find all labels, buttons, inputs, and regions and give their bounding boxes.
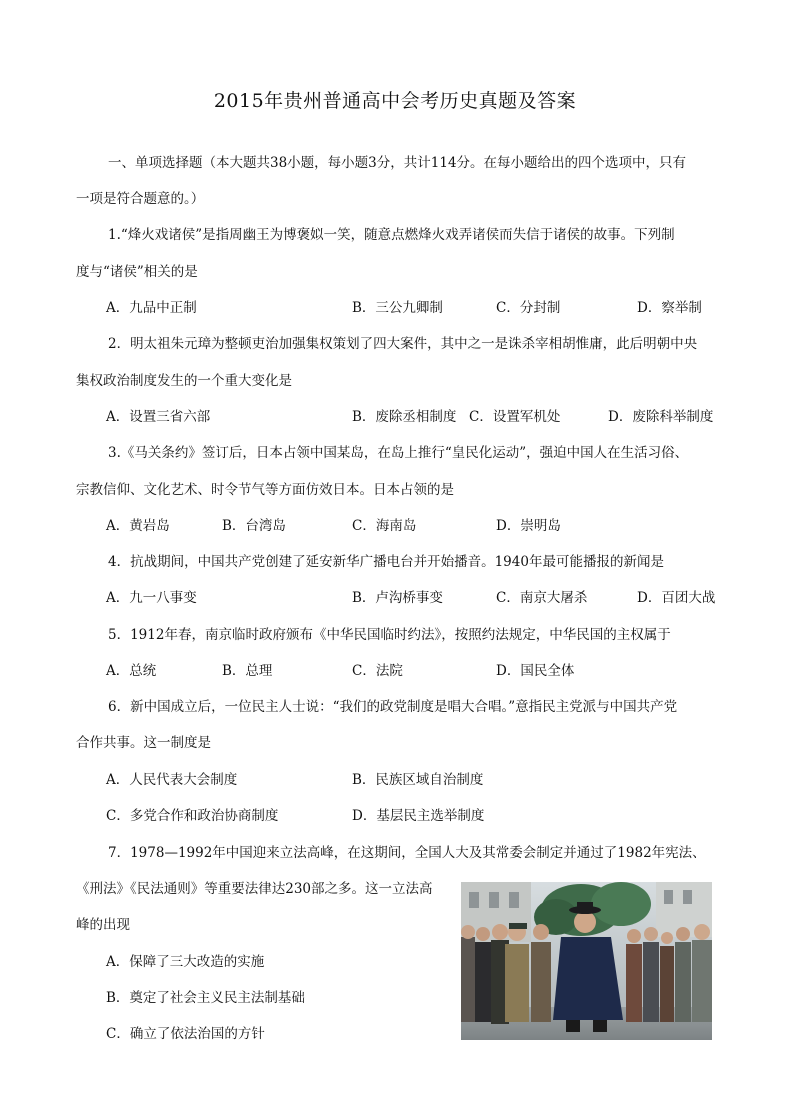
section-heading-line1: 一、单项选择题（本大题共38小题，每小题3分，共计114分。在每小题给出的四个选项中，只有 bbox=[108, 155, 687, 171]
question-5-option-a[interactable]: A．总统 bbox=[106, 663, 157, 679]
question-6-option-d[interactable]: D．基层民主选举制度 bbox=[352, 808, 485, 824]
question-3-stem-line1: 3.《马关条约》签订后，日本占领中国某岛，在岛上推行“皇民化运动”，强迫中国人在生活习俗、 bbox=[108, 445, 689, 461]
question-5-option-b[interactable]: B．总理 bbox=[222, 663, 273, 679]
question-3-option-d[interactable]: D．崇明岛 bbox=[496, 518, 561, 534]
question-1-stem-line2: 度与“诸侯”相关的是 bbox=[76, 264, 198, 280]
question-3-option-b[interactable]: B．台湾岛 bbox=[222, 518, 286, 534]
question-2-option-a[interactable]: A．设置三省六部 bbox=[106, 409, 211, 425]
question-3-stem-line2: 宗教信仰、文化艺术、时令节气等方面仿效日本。日本占领的是 bbox=[76, 482, 454, 498]
question-4-stem-line1: 4．抗战期间，中国共产党创建了延安新华广播电台并开始播音。1940年最可能播报的新闻是 bbox=[108, 554, 664, 570]
question-2-stem-line2: 集权政治制度发生的一个重大变化是 bbox=[76, 373, 292, 389]
question-5-stem-line1: 5．1912年春，南京临时政府颁布《中华民国临时约法》，按照约法规定，中华民国的主权属于 bbox=[108, 627, 671, 643]
question-6-option-a[interactable]: A．人民代表大会制度 bbox=[106, 772, 238, 788]
question-4-option-b[interactable]: B．卢沟桥事变 bbox=[352, 590, 443, 606]
question-6-stem-line1: 6．新中国成立后，一位民主人士说：“我们的政党制度是唱大合唱。”意指民主党派与中国共产党 bbox=[108, 699, 678, 715]
question-7-option-a[interactable]: A．保障了三大改造的实施 bbox=[106, 954, 265, 970]
question-2-option-c[interactable]: C．设置军机处 bbox=[469, 409, 561, 425]
question-2-option-b[interactable]: B．废除丞相制度 bbox=[352, 409, 457, 425]
section-heading-line2: 一项是符合题意的。） bbox=[76, 191, 205, 207]
question-4-option-c[interactable]: C．南京大屠杀 bbox=[496, 590, 588, 606]
question-1-option-d[interactable]: D．察举制 bbox=[637, 300, 702, 316]
question-1-option-b[interactable]: B．三公九卿制 bbox=[352, 300, 443, 316]
question-4-option-a[interactable]: A．九一八事变 bbox=[106, 590, 197, 606]
question-5-option-c[interactable]: C．法院 bbox=[352, 663, 403, 679]
question-1-option-a[interactable]: A．九品中正制 bbox=[106, 300, 197, 316]
page-title: 2015年贵州普通高中会考历史真题及答案 bbox=[213, 90, 577, 112]
question-7-stem-line3: 峰的出现 bbox=[76, 917, 130, 933]
question-1-stem-line1: 1.“烽火戏诸侯”是指周幽王为博褒姒一笑，随意点燃烽火戏弄诸侯而失信于诸侯的故事。下列制 bbox=[108, 227, 675, 243]
question-1-option-c[interactable]: C．分封制 bbox=[496, 300, 561, 316]
question-6-option-c[interactable]: C．多党合作和政治协商制度 bbox=[106, 808, 279, 824]
question-7-stem-line1: 7．1978—1992年中国迎来立法高峰，在这期间，全国人大及其常委会制定并通过了1982年宪法、 bbox=[108, 845, 706, 861]
question-2-option-d[interactable]: D．废除科举制度 bbox=[608, 409, 714, 425]
question-4-option-d[interactable]: D．百团大战 bbox=[637, 590, 716, 606]
question-2-stem-line1: 2．明太祖朱元璋为整顿吏治加强集权策划了四大案件，其中之一是诛杀宰相胡惟庸，此后明朝中央 bbox=[108, 336, 698, 352]
question-7-option-b[interactable]: B．奠定了社会主义民主法制基础 bbox=[106, 990, 305, 1006]
question-3-option-c[interactable]: C．海南岛 bbox=[352, 518, 417, 534]
question-7-option-c[interactable]: C．确立了依法治国的方针 bbox=[106, 1026, 265, 1042]
question-6-option-b[interactable]: B．民族区域自治制度 bbox=[352, 772, 484, 788]
question-6-stem-line2: 合作共事。这一制度是 bbox=[76, 735, 211, 751]
question-7-stem-line2: 《刑法》《民法通则》等重要法律达230部之多。这一立法高 bbox=[76, 881, 433, 897]
question-5-option-d[interactable]: D．国民全体 bbox=[496, 663, 575, 679]
historical-photo bbox=[461, 882, 712, 1040]
question-3-option-a[interactable]: A．黄岩岛 bbox=[106, 518, 170, 534]
